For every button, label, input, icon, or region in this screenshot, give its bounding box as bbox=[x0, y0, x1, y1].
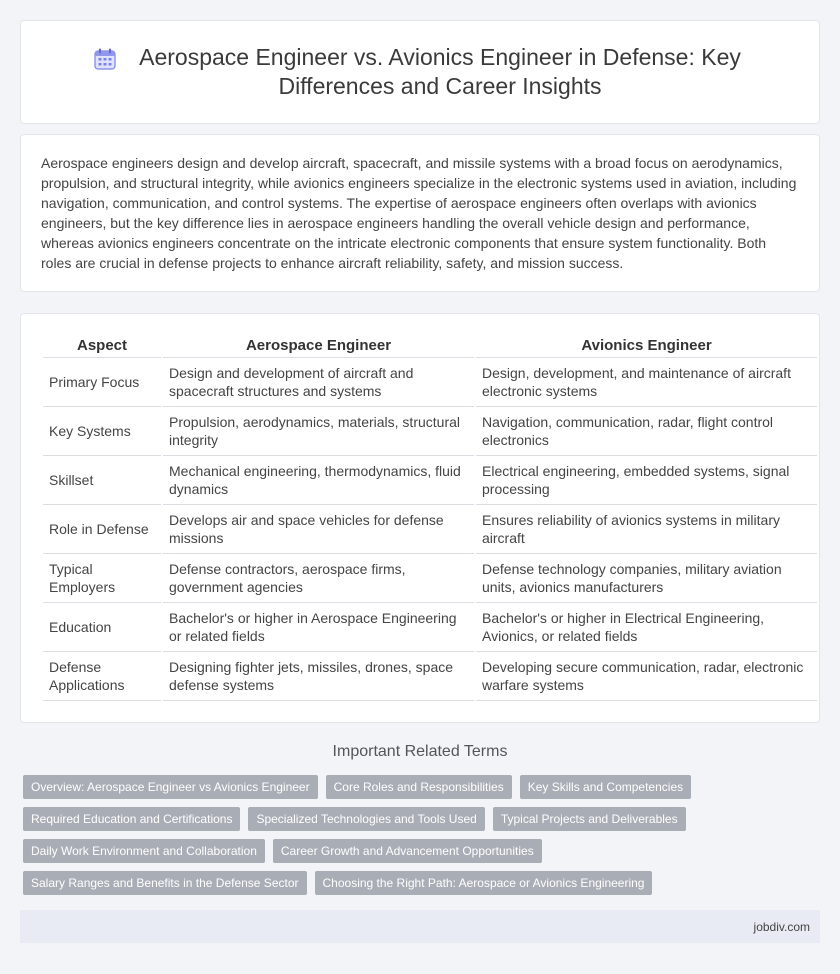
related-term-link[interactable]: Specialized Technologies and Tools Used bbox=[248, 807, 484, 831]
table-row bbox=[43, 407, 817, 456]
table-row bbox=[43, 652, 817, 701]
related-terms bbox=[23, 775, 813, 903]
avionics-cell: Bachelor's or higher in Electrical Engineering, Avionics, or related fields bbox=[476, 603, 817, 652]
avionics-cell: Ensures reliability of avionics systems in military aircraft bbox=[476, 505, 817, 554]
title-card bbox=[20, 20, 820, 124]
related-terms-heading: Important Related Terms bbox=[332, 743, 508, 760]
avionics-cell: Defense technology companies, military aviation units, avionics manufacturers bbox=[476, 554, 817, 603]
avionics-cell: Electrical engineering, embedded systems, signal processing bbox=[476, 456, 817, 505]
avionics-cell: Developing secure communication, radar, electronic warfare systems bbox=[476, 652, 817, 701]
related-term-link[interactable]: Choosing the Right Path: Aerospace or Avionics Engineering bbox=[315, 871, 653, 895]
intro-paragraph: Aerospace engineers design and develop aircraft, spacecraft, and missile systems with a broad focus on aerodynamics, propulsion, and structural integrity, while avionics engineers specialize in the electronic systems used in aviation, including navigation, communication, and control systems. The expertise of aerospace engineers often overlaps with avionics engineers, but the key difference lies in aerospace engineers handling the overall vehicle design and performance, whereas avionics engineers concentrate on the intricate electronic components that ensure system functionality. Both roles are crucial in defense projects to enhance aircraft reliability, safety, and mission success. bbox=[41, 155, 797, 271]
site-link[interactable]: jobdiv.com bbox=[753, 920, 810, 934]
related-term-link[interactable]: Daily Work Environment and Collaboration bbox=[23, 839, 265, 863]
related-term-link[interactable]: Salary Ranges and Benefits in the Defense Sector bbox=[23, 871, 307, 895]
aerospace-cell: Bachelor's or higher in Aerospace Engineering or related fields bbox=[163, 603, 474, 652]
column-header: Avionics Engineer bbox=[476, 334, 817, 358]
table-row bbox=[43, 603, 817, 652]
avionics-cell: Navigation, communication, radar, flight control electronics bbox=[476, 407, 817, 456]
table-row bbox=[43, 554, 817, 603]
aspect-cell: Skillset bbox=[43, 456, 161, 505]
aspect-cell: Primary Focus bbox=[43, 358, 161, 407]
comparison-table bbox=[41, 334, 819, 701]
column-header: Aerospace Engineer bbox=[163, 334, 474, 358]
column-header: Aspect bbox=[43, 334, 161, 358]
aerospace-cell: Defense contractors, aerospace firms, government agencies bbox=[163, 554, 474, 603]
aspect-cell: Role in Defense bbox=[43, 505, 161, 554]
related-term-link[interactable]: Career Growth and Advancement Opportunities bbox=[273, 839, 542, 863]
aspect-cell: Key Systems bbox=[43, 407, 161, 456]
footer bbox=[20, 910, 820, 943]
aspect-cell: Typical Employers bbox=[43, 554, 161, 603]
related-term-link[interactable]: Required Education and Certifications bbox=[23, 807, 240, 831]
related-term-link[interactable]: Overview: Aerospace Engineer vs Avionics Engineer bbox=[23, 775, 318, 799]
page-title: Aerospace Engineer vs. Avionics Engineer in Defense: Key Differences and Career Insights bbox=[139, 44, 741, 99]
table-header-row bbox=[43, 334, 817, 358]
related-term-link[interactable]: Key Skills and Competencies bbox=[520, 775, 691, 799]
table-row bbox=[43, 358, 817, 407]
aerospace-cell: Design and development of aircraft and spacecraft structures and systems bbox=[163, 358, 474, 407]
table-row bbox=[43, 456, 817, 505]
aerospace-cell: Designing fighter jets, missiles, drones, space defense systems bbox=[163, 652, 474, 701]
aerospace-cell: Propulsion, aerodynamics, materials, structural integrity bbox=[163, 407, 474, 456]
intro-card bbox=[20, 134, 820, 292]
avionics-cell: Design, development, and maintenance of aircraft electronic systems bbox=[476, 358, 817, 407]
comparison-card bbox=[20, 313, 820, 723]
aspect-cell: Defense Applications bbox=[43, 652, 161, 701]
aerospace-cell: Develops air and space vehicles for defense missions bbox=[163, 505, 474, 554]
aerospace-cell: Mechanical engineering, thermodynamics, fluid dynamics bbox=[163, 456, 474, 505]
related-term-link[interactable]: Typical Projects and Deliverables bbox=[493, 807, 686, 831]
table-row bbox=[43, 505, 817, 554]
related-term-link[interactable]: Core Roles and Responsibilities bbox=[326, 775, 512, 799]
aspect-cell: Education bbox=[43, 603, 161, 652]
